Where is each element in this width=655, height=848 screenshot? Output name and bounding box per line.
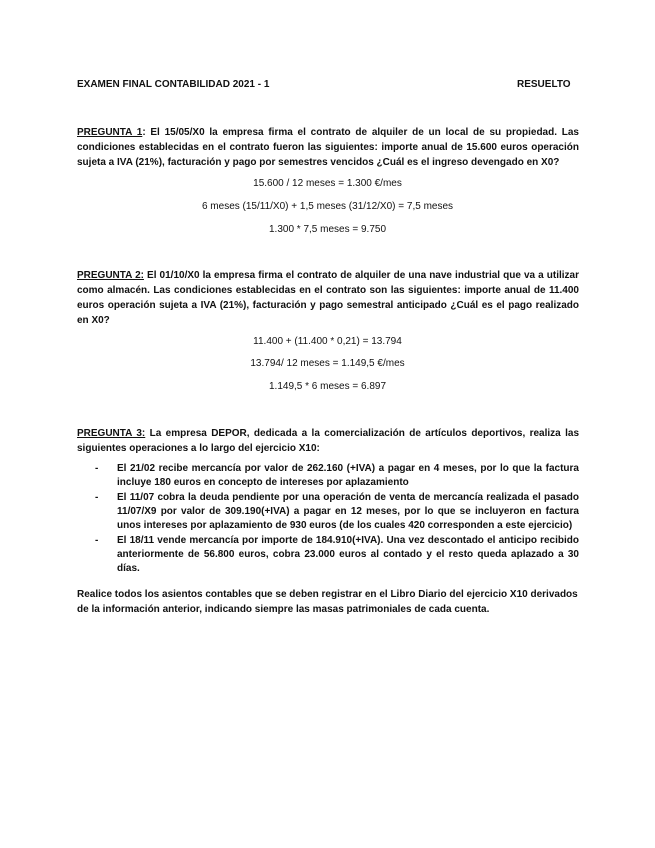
list-item [77,491,579,533]
question-3-label: PREGUNTA 3: [77,428,146,439]
question-1-label: PREGUNTA 1 [77,127,143,138]
list-item [77,462,579,490]
exam-header [77,79,577,90]
operation-text: El 11/07 cobra la deuda pendiente por una operación de venta de mercancía realizada el pasado 11/07/X9 por valor de 309.190(+IVA) a pagar en 12 meses, por lo que se incluyeron en factura unos intereses por aplazamiento de 930 euros (de los cuales 420 corresponden a este ejercicio) [117,492,579,531]
question-1-text: : El 15/05/X0 la empresa firma el contrato de alquiler de un local de su propiedad. Las condiciones establecidas en el contrato fueron las siguientes: importe anual de 15.600 euros operación sujeta a IVA (21%), facturación y pago por semestres vencidos ¿Cuál es el ingreso devengado en X0? [77,127,579,168]
list-item [77,534,579,576]
question-1-calc-3: 1.300 * 7,5 meses = 9.750 [268,224,387,235]
final-instruction: Realice todos los asientos contables que se deben registrar en el Libro Diario del ejercicio X10 derivados de la información anterior, indicando siempre las masas patrimoniales de cada cuenta. [77,589,578,615]
bullet-dash: - [95,492,99,503]
question-2-calc-1: 11.400 + (11.400 * 0,21) = 13.794 [253,336,402,347]
operation-text: El 18/11 vende mercancía por importe de 184.910(+IVA). Una vez descontado el anticipo recibido anteriormente de 56.800 euros, cobra 23.000 euros al contado y el resto queda aplazado a 30 días. [117,535,579,574]
question-1-calc-2: 6 meses (15/11/X0) + 1,5 meses (31/12/X0) = 7,5 meses [201,201,454,212]
operations-list [77,462,579,577]
operation-text: El 21/02 recibe mercancía por valor de 262.160 (+IVA) a pagar en 4 meses, por lo que la factura incluye 180 euros en concepto de intereses por aplazamiento [117,463,579,488]
question-2 [77,268,579,328]
question-2-text: El 01/10/X0 la empresa firma el contrato de alquiler de una nave industrial que va a utilizar como almacén. Las condiciones establecidas en el contrato son las siguientes: importe anual de 11.400 euros operación sujeta a IVA (21%), facturación y pago semestral anticipado ¿Cuál es el pago realizado en X0? [77,270,580,326]
status-label: RESUELTO [517,79,571,90]
bullet-dash: - [95,463,99,474]
question-2-calc-3: 1.149,5 * 6 meses = 6.897 [268,381,387,392]
bullet-dash: - [95,535,99,546]
question-2-label: PREGUNTA 2: [77,270,144,281]
question-3-text: La empresa DEPOR, dedicada a la comercialización de artículos deportivos, realiza las siguientes operaciones a lo largo del ejercicio X10: [77,428,579,454]
question-2-calc-2: 13.794/ 12 meses = 1.149,5 €/mes [250,358,405,369]
question-1 [77,125,579,170]
question-3 [77,426,579,456]
exam-title: EXAMEN FINAL CONTABILIDAD 2021 - 1 [77,79,270,90]
question-1-calc-1: 15.600 / 12 meses = 1.300 €/mes [253,178,402,189]
